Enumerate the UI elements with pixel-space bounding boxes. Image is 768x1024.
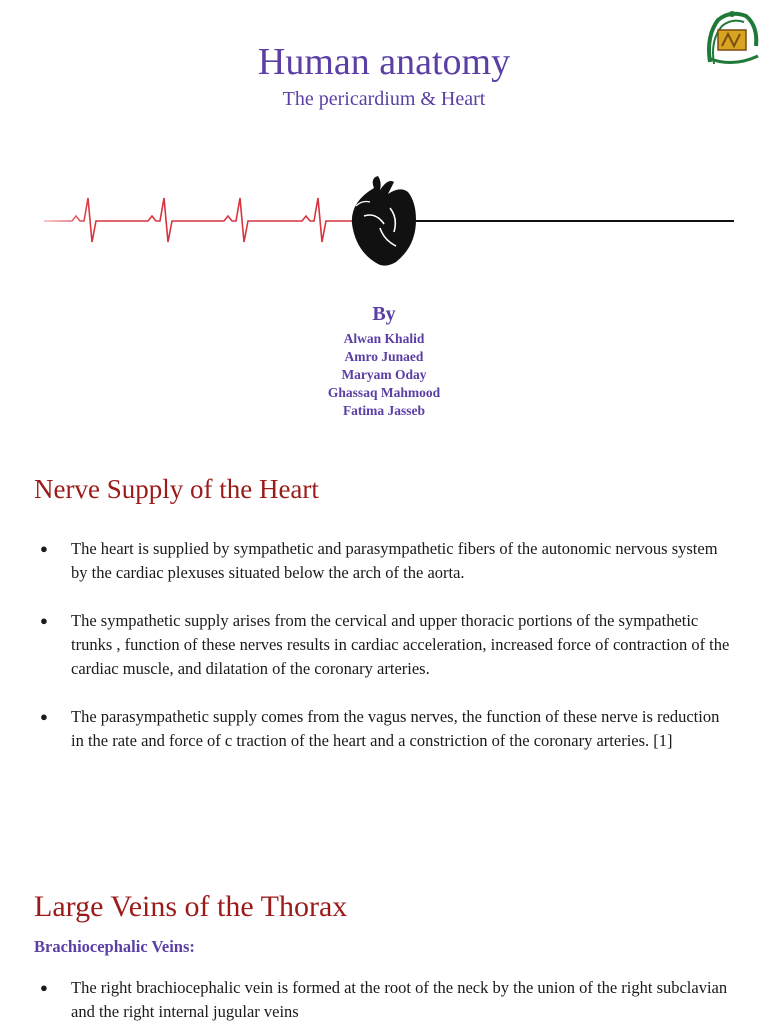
list-item-text: The sympathetic supply arises from the cervical and upper thoracic portions of the sympathetic trunks , function of these nerves results in cardiac acceleration, increased force of contraction of the cardiac muscle, and dilatation of the coronary arteries.	[71, 611, 730, 678]
bullet-icon: ●	[40, 613, 48, 628]
heartbeat-line-icon	[44, 168, 734, 274]
veins-list	[34, 976, 734, 1024]
large-veins-heading: Large Veins of the Thorax	[34, 890, 348, 923]
document-title: Human anatomy	[257, 41, 511, 83]
author-name: Maryam Oday	[341, 367, 427, 382]
author-name: Fatima Jasseb	[342, 403, 426, 418]
list-item	[34, 705, 734, 753]
heart-icon	[352, 176, 416, 266]
bullet-icon: ●	[40, 541, 48, 556]
list-item	[34, 537, 734, 585]
nerve-supply-heading: Nerve Supply of the Heart	[34, 474, 319, 504]
list-item	[34, 976, 734, 1024]
brachiocephalic-subheading: Brachiocephalic Veins:	[34, 937, 195, 956]
bullet-icon: ●	[40, 980, 48, 995]
author-name: Alwan Khalid	[343, 331, 425, 346]
document-subtitle: The pericardium & Heart	[282, 88, 486, 110]
bullet-icon: ●	[40, 709, 48, 724]
list-item	[34, 609, 734, 681]
author-name: Ghassaq Mahmood	[327, 385, 441, 400]
list-item-text: The heart is supplied by sympathetic and parasympathetic fibers of the autonomic nervous system by the cardiac plexuses situated below the arch of the aorta.	[71, 539, 718, 582]
list-item-text: The parasympathetic supply comes from the vagus nerves, the function of these nerve is reduction in the rate and force of c traction of the heart and a constriction of the coronary arteries. [1]	[71, 707, 720, 750]
list-item-text: The right brachiocephalic vein is formed at the root of the neck by the union of the right subclavian and the right internal jugular veins	[71, 978, 728, 1021]
author-name: Amro Junaed	[344, 349, 424, 364]
author-list	[0, 330, 768, 420]
nerve-supply-list	[34, 537, 734, 753]
by-label: By	[372, 303, 396, 325]
